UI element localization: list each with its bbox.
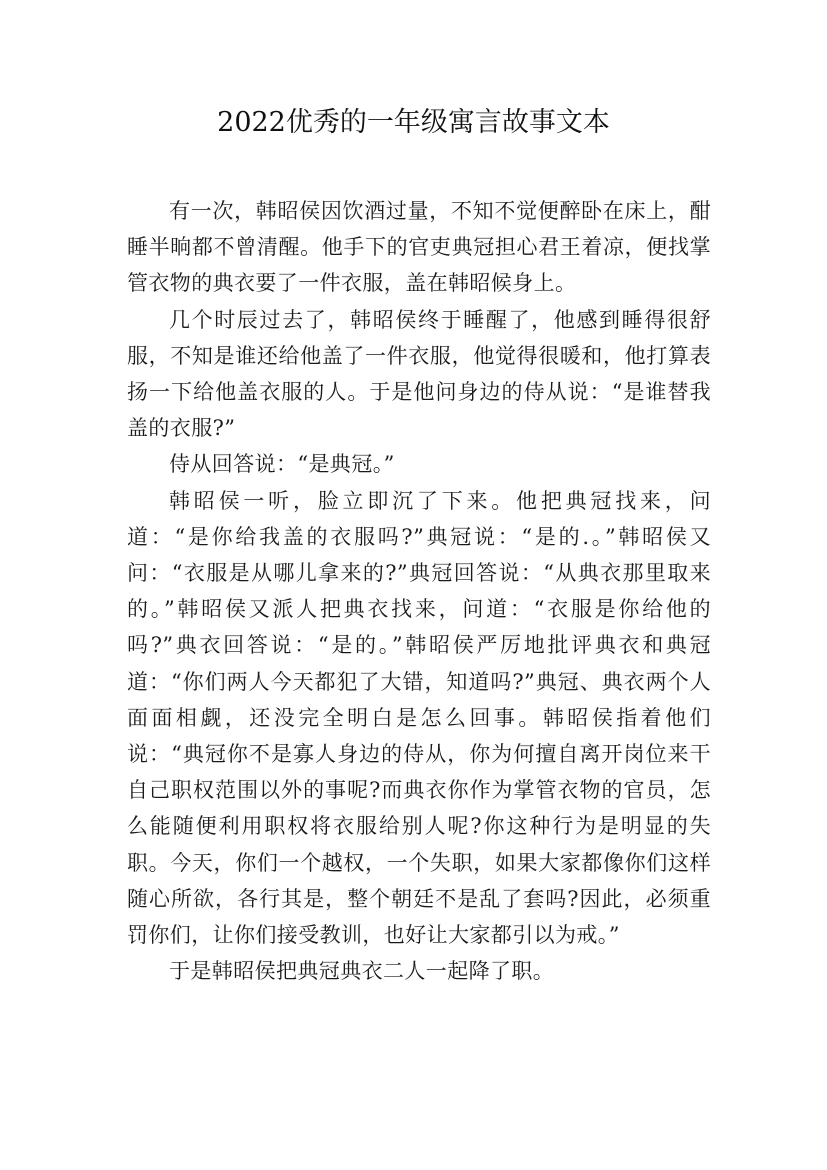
- page-title: 2022优秀的一年级寓言故事文本: [217, 107, 610, 138]
- paragraph-5: 于是韩昭侯把典冠典衣二人一起降了职。: [169, 959, 555, 984]
- paragraph-4: 韩昭侯一听，脸立即沉了下来。他把典冠找来，问道：“是你给我盖的衣服吗?”典冠说：“是的.。”韩昭侯又问：“衣服是从哪儿拿来的?”典冠回答说：“从典衣那里取来的。”韩昭侯又派人把典衣找来，问道：“衣服是你给他的吗?”典衣回答说：“是的。”韩昭侯严厉地批评典衣和典冠道：“你们两人今天都犯了大错，知道吗?”典冠、典衣两个人面面相觑，还没完全明白是怎么回事。韩昭侯指着他们说：“典冠你不是寡人身边的侍从，你为何擅自离开岗位来干自己职权范围以外的事呢?而典衣你作为掌管衣物的官员，怎么能随便利用职权将衣服给别人呢?你这种行为是明显的失职。今天，你们一个越权，一个失职，如果大家都像你们这样随心所欲，各行其是，整个朝廷不是乱了套吗?因此，必须重罚你们，让你们接受教训，也好让大家都引以为戒。”: [127, 488, 711, 948]
- paragraph-1: 有一次，韩昭侯因饮酒过量，不知不觉便醉卧在床上，酣睡半晌都不曾清醒。他手下的官吏典冠担心君王着凉，便找掌管衣物的典衣要了一件衣服，盖在韩昭候身上。: [127, 199, 711, 296]
- paragraph-2: 几个时辰过去了，韩昭侯终于睡醒了，他感到睡得很舒服，不知是谁还给他盖了一件衣服，他觉得很暖和，他打算表扬一下给他盖衣服的人。于是他问身边的侍从说：“是谁替我盖的衣服?”: [127, 307, 711, 441]
- paragraph-3: 侍从回答说：“是典冠。”: [169, 452, 395, 477]
- document-body: [127, 193, 711, 989]
